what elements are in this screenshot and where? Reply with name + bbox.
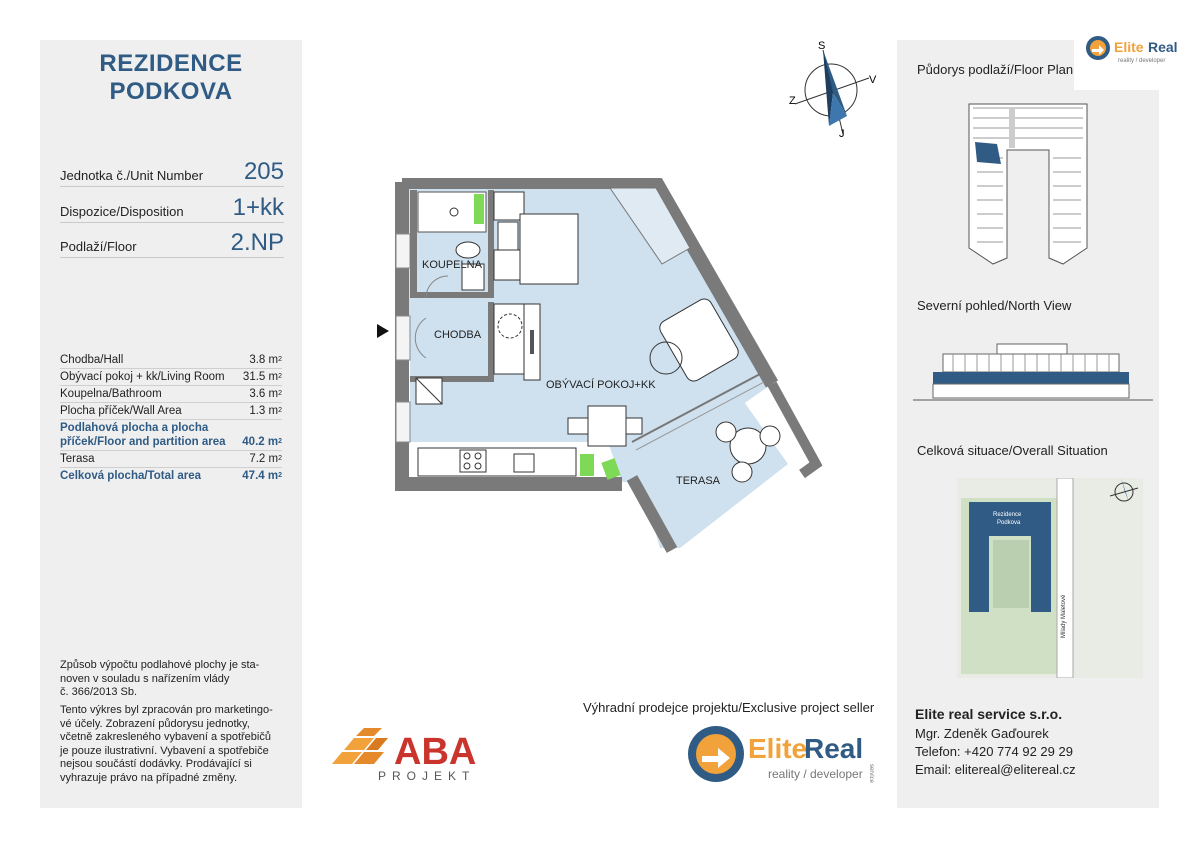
area-row-living: Obývací pokoj + kk/Living Room 31.5 $m^2$ xyxy=(60,369,282,386)
compass xyxy=(785,38,885,142)
situation-label: Celková situace/Overall Situation xyxy=(917,443,1108,458)
contact-company: Elite real service s.r.o. xyxy=(915,706,1063,722)
street-name: Milady Maletové xyxy=(1061,594,1067,638)
aba-logo-text: ABA xyxy=(394,731,477,773)
bath-heater xyxy=(474,194,484,224)
project-title-line1: REZIDENCE xyxy=(99,50,243,77)
small-logo-elite: Elite xyxy=(1114,39,1144,55)
elitereal-logo-real: Real xyxy=(804,733,864,764)
contact-email[interactable]: Email: elitereal@elitereal.cz xyxy=(915,762,1076,777)
compass-z: Z xyxy=(789,95,796,107)
site-compass-icon xyxy=(1107,474,1141,510)
compass-j: J xyxy=(839,128,845,140)
floor-row xyxy=(60,231,284,258)
area-row-terrace: Terasa 7.2 $m^2$ xyxy=(60,451,282,468)
exclusive-seller-label: Výhradní prodejce projektu/Exclusive project seller xyxy=(583,700,875,715)
unit-highlight xyxy=(975,142,1001,164)
elitereal-logo xyxy=(686,722,876,786)
aba-logo-subtext: PROJEKT xyxy=(378,769,476,783)
kitchen-counter xyxy=(418,448,576,476)
elitereal-logo-elite: Elite xyxy=(748,733,808,764)
contact-person: Mgr. Zdeněk Gaďourek xyxy=(915,726,1049,741)
elitereal-logo-subtext: reality / developer xyxy=(768,767,863,781)
site-name-line2: Podkova xyxy=(997,520,1021,526)
area-row-wall: Plocha příček/Wall Area 1.3 $m^2$ xyxy=(60,403,282,420)
aba-projekt-logo xyxy=(330,726,496,784)
north-view-label: Severní pohled/North View xyxy=(917,298,1072,313)
compass-v: V xyxy=(869,74,877,86)
bed xyxy=(520,214,578,284)
floor-value: 2.NP xyxy=(230,229,284,256)
project-title-line2: PODKOVA xyxy=(109,78,233,105)
unit-floor-plan xyxy=(370,178,830,560)
area-row-bathroom: Koupelna/Bathroom 3.6 $m^2$ xyxy=(60,386,282,403)
disposition-row xyxy=(60,196,284,223)
area-row-total: Celková plocha/Total area 47.4 $m^2$ xyxy=(60,470,282,482)
area-row-floor-partition: Podlahová plocha a plocha příček/Floor and partition area 40.2 $m^2$ xyxy=(60,420,282,451)
building-floor-plan-thumb xyxy=(963,98,1093,270)
overview-panel xyxy=(897,40,1159,808)
elitereal-logo-service: service xyxy=(868,764,874,784)
disclaimer-note: Tento výkres byl zpracován pro marketingo- vé účely. Zobrazení půdorysu jednotky, včetně zakresleného vybavení a spotřebičů je pouze ilustrativní. Vybavení a spotřebiče nejsou součástí dodávky. Prodávající si vyhrazuje právo na případné změny. xyxy=(60,704,273,784)
unit-number-value: 205 xyxy=(243,158,284,185)
elitereal-small-logo xyxy=(1074,22,1186,90)
small-logo-subtext: reality / developer xyxy=(1118,58,1166,64)
area-calc-note: Způsob výpočtu podlahové plochy je sta- noven v souladu s nařízením vlády č. 366/2013 Sb. xyxy=(60,659,260,698)
elitereal-small-logo-box xyxy=(1074,22,1186,90)
room-label-obyvaci: OBÝVACÍ POKOJ+KK xyxy=(546,379,656,391)
entry-arrow-icon xyxy=(376,323,392,339)
contact-phone[interactable]: Telefon: +420 774 92 29 29 xyxy=(915,744,1073,759)
room-label-koupelna: KOUPELNA xyxy=(422,259,482,271)
compass-s: S xyxy=(818,40,826,52)
unit-number-label: Jednotka č./Unit Number xyxy=(60,168,204,183)
dining-table xyxy=(588,406,626,446)
floor-plan-label: Půdorys podlaží/Floor Plan xyxy=(917,62,1074,77)
area-row-hall: Chodba/Hall 3.8 $m^2$ xyxy=(60,352,282,369)
unit-number-row xyxy=(60,160,284,187)
site-name-line1: Rezidence xyxy=(993,512,1022,518)
room-label-terasa: TERASA xyxy=(676,475,721,487)
floor-label: Podlaží/Floor xyxy=(60,239,137,254)
disposition-label: Dispozice/Disposition xyxy=(60,204,184,219)
info-panel xyxy=(40,40,302,808)
room-label-chodba: CHODBA xyxy=(434,329,482,341)
disposition-value: 1+kk xyxy=(232,194,284,221)
north-view-thumb xyxy=(913,340,1153,404)
small-logo-real: Real xyxy=(1148,39,1178,55)
